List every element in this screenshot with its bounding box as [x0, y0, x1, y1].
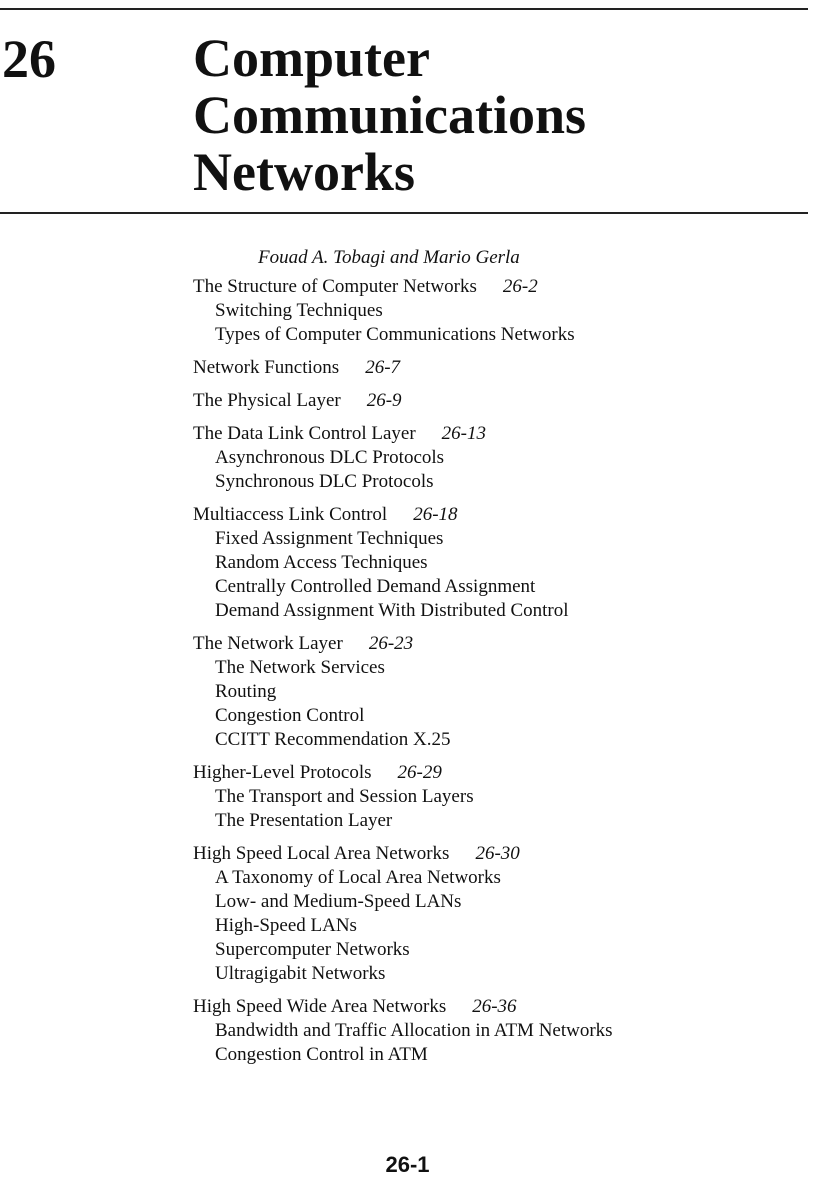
toc-section — [193, 995, 803, 1067]
toc-section-page: 26-29 — [397, 762, 442, 783]
toc-section-title: High Speed Wide Area Networks — [193, 996, 447, 1017]
toc-section — [193, 761, 803, 833]
toc-section-title: The Data Link Control Layer — [193, 423, 416, 444]
toc-section-page: 26-36 — [472, 996, 517, 1017]
toc-section-heading — [193, 356, 803, 380]
toc-subsection: Supercomputer Networks — [215, 939, 410, 960]
toc-section — [193, 389, 803, 413]
toc-section-heading — [193, 995, 803, 1019]
toc-subsection: High-Speed LANs — [215, 915, 357, 936]
top-rule — [0, 8, 808, 10]
chapter-title-line: Computer — [193, 28, 430, 88]
toc-subsection: Congestion Control in ATM — [215, 1044, 428, 1065]
toc-subsection: Types of Computer Communications Networks — [215, 324, 575, 345]
toc-subsection: CCITT Recommendation X.25 — [215, 729, 451, 750]
toc-subsection: Random Access Techniques — [215, 552, 428, 573]
toc-subsection: The Network Services — [215, 657, 385, 678]
toc-subsection: Routing — [215, 681, 277, 702]
toc-subsection: Synchronous DLC Protocols — [215, 471, 434, 492]
toc-section-page: 26-13 — [441, 423, 486, 444]
toc-subsection: Fixed Assignment Techniques — [215, 528, 444, 549]
toc-section — [193, 422, 803, 494]
toc-subsection: Congestion Control — [215, 705, 365, 726]
toc-subsection: Asynchronous DLC Protocols — [215, 447, 445, 468]
toc-section-page: 26-9 — [366, 390, 402, 411]
toc-section-heading — [193, 389, 803, 413]
toc-section-heading — [193, 761, 803, 785]
toc-section-title: Multiaccess Link Control — [193, 504, 388, 525]
toc-section-heading — [193, 632, 803, 656]
toc-subsection: Centrally Controlled Demand Assignment — [215, 576, 536, 597]
toc-subsection: Ultragigabit Networks — [215, 963, 386, 984]
toc-subsection: The Transport and Session Layers — [215, 786, 474, 807]
toc-section-page: 26-2 — [502, 276, 538, 297]
authors: Fouad A. Tobagi and Mario Gerla — [258, 247, 520, 268]
toc-section-heading — [193, 842, 803, 866]
toc-section-title: Network Functions — [193, 357, 340, 378]
chapter-title-line: Networks — [193, 142, 415, 202]
toc-subsection: The Presentation Layer — [215, 810, 393, 831]
toc-section-title: High Speed Local Area Networks — [193, 843, 450, 864]
toc-section — [193, 275, 803, 347]
toc-section — [193, 632, 803, 752]
toc-section-heading — [193, 275, 803, 299]
chapter-title — [193, 30, 586, 201]
toc-section — [193, 356, 803, 380]
toc-section-title: Higher-Level Protocols — [193, 762, 372, 783]
toc-section — [193, 503, 803, 623]
toc-subsection: A Taxonomy of Local Area Networks — [215, 867, 501, 888]
toc-section-title: The Network Layer — [193, 633, 343, 654]
toc-section — [193, 842, 803, 986]
chapter-number: 26 — [2, 29, 56, 89]
toc-subsection: Demand Assignment With Distributed Control — [215, 600, 569, 621]
table-of-contents — [193, 275, 803, 1076]
toc-subsection: Low- and Medium-Speed LANs — [215, 891, 462, 912]
toc-section-title: The Physical Layer — [193, 390, 341, 411]
toc-subsection: Switching Techniques — [215, 300, 383, 321]
title-bottom-rule — [0, 212, 808, 214]
toc-section-heading — [193, 503, 803, 527]
page-number: 26-1 — [385, 1152, 430, 1177]
toc-section-heading — [193, 422, 803, 446]
toc-section-title: The Structure of Computer Networks — [193, 276, 477, 297]
toc-section-page: 26-7 — [365, 357, 401, 378]
toc-section-page: 26-18 — [413, 504, 458, 525]
toc-section-page: 26-23 — [368, 633, 414, 654]
toc-subsection: Bandwidth and Traffic Allocation in ATM Networks — [215, 1020, 613, 1041]
chapter-title-line: Communications — [193, 85, 587, 145]
toc-section-page: 26-30 — [475, 843, 520, 864]
